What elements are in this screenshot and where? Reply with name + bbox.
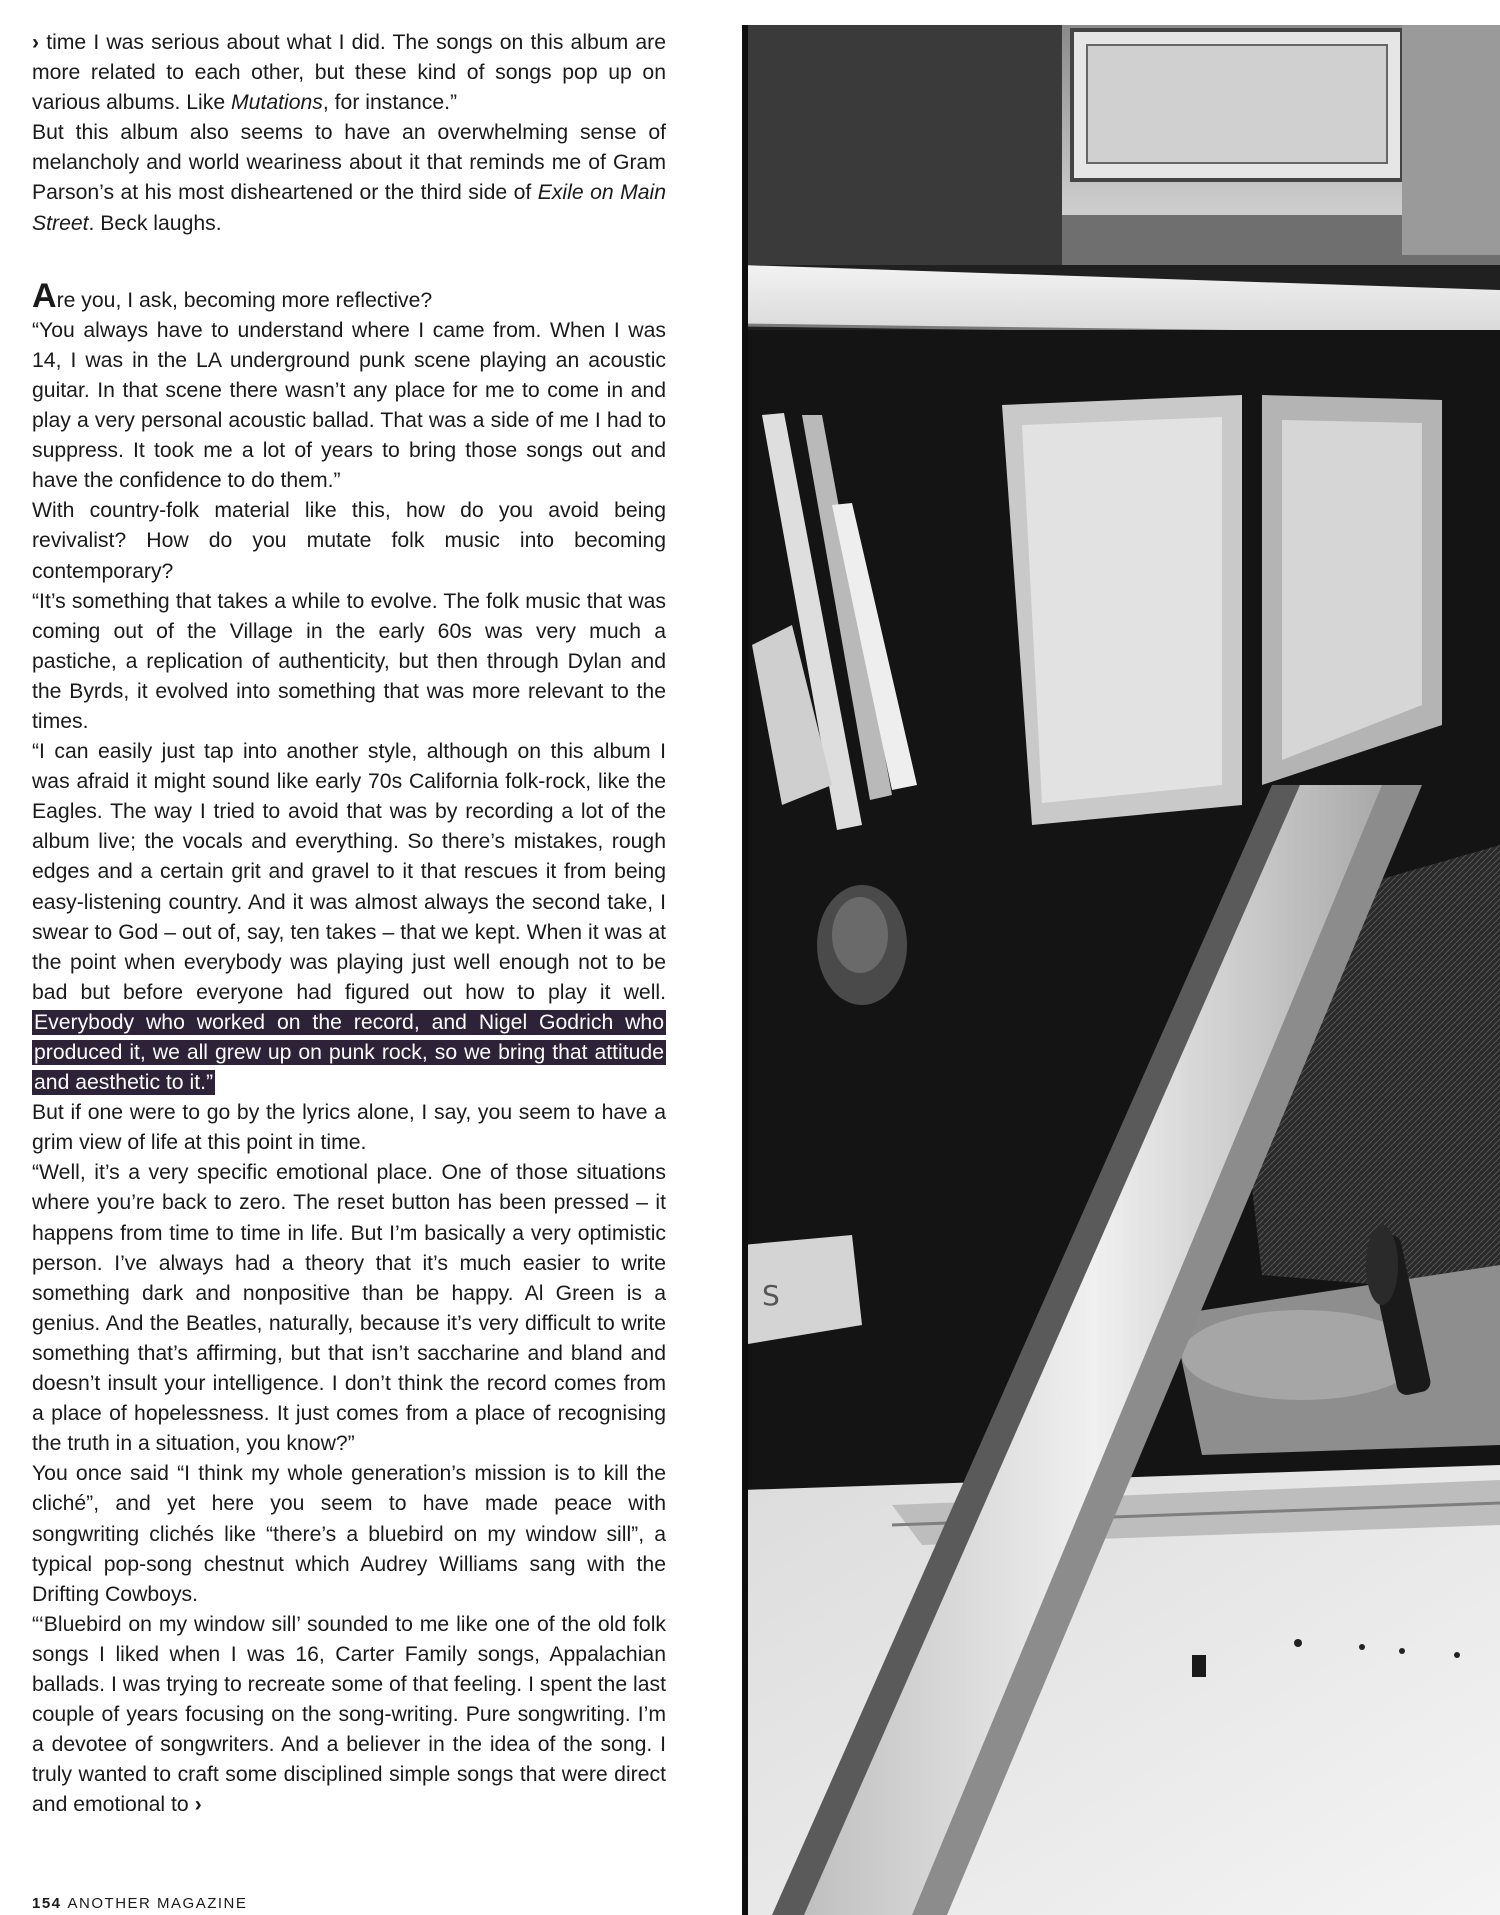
- paragraph-text: “You always have to understand where I came from. When I was 14, I was in the LA underground punk scene playing an acoustic guitar. In that scene there wasn’t any place for me to come in and play a very personal acoustic ballad. That was a side of me I had to suppress. It took me a lot of years to bring those songs out and have the confidence to do them.”: [32, 318, 666, 493]
- paragraph-text: You once said “I think my whole generation’s mission is to kill the cliché”, and yet here you seem to have made peace with songwriting clichés like “there’s a bluebird on my window sill”, a typical pop-song chestnut which Audrey Williams sang with the Drifting Cowboys.: [32, 1462, 666, 1606]
- paragraph-text: But this album also seems to have an overwhelming sense of melancholy and world weariness about it that reminds me of Gram Parson’s at his most disheartened or the third side of: [32, 121, 666, 205]
- article-paragraph: [32, 118, 666, 238]
- article-paragraph: [32, 1158, 666, 1459]
- article-paragraph: [32, 1459, 666, 1609]
- article-paragraph: [32, 28, 666, 118]
- car-window-photo: [742, 25, 1500, 1915]
- paragraph-text: “Well, it’s a very specific emotional place. One of those situations where you’re back to zero. The reset button has been pressed – it happens from time to time in life. But I’m basically a very optimistic person. I’ve always had a theory that it’s much easier to write something dark and nonpositive than be happy. Al Green is a genius. And the Beatles, naturally, because it’s very difficult to write something that’s affirming, but that isn’t saccharine and bland and doesn’t insult your intelligence. I don’t think the record comes from a place of hopelessness. It just comes from a place of recognising the truth in a situation, you know?”: [32, 1161, 666, 1456]
- paragraph-text: With country-folk material like this, how do you avoid being revivalist? How do you mutate folk music into becoming contemporary?: [32, 499, 666, 583]
- section-initial: A: [32, 276, 57, 315]
- paragraph-text: “It’s something that takes a while to evolve. The folk music that was coming out of the Village in the early 60s was very much a pastiche, a replication of authenticity, but then through Dylan and the Byrds, it evolved into something that was more relevant to the times.: [32, 589, 666, 733]
- article-text-column: [32, 28, 666, 1820]
- highlighted-quote: Everybody who worked on the record, and Nigel Godrich who produced it, we all grew up on punk rock, so we bring that attitude and aesthetic to it.”: [34, 1010, 664, 1095]
- paragraph-text: , for instance.”: [322, 91, 458, 115]
- continued-from-mark: ›: [32, 31, 47, 54]
- article-paragraph: [32, 276, 666, 316]
- continues-mark: ›: [194, 1793, 202, 1817]
- article-paragraph: [32, 587, 666, 737]
- paragraph-text: “I can easily just tap into another style, although on this album I was afraid it might sound like early 70s California folk-rock, like the Eagles. The way I tried to avoid that was by recording a lot of the album live; the vocals and everything. So there’s mistakes, rough edges and a certain grit and gravel to it that rescues it from being easy-listening country. And it was almost always the second take, I swear to God – out of, say, ten takes – that we kept. When it was at the point when everybody was playing just well enough not to be bad but before everyone had figured out how to play it well.: [32, 740, 666, 1004]
- page-number: 154: [32, 1895, 62, 1912]
- article-paragraph: [32, 496, 666, 586]
- section-break: [32, 239, 666, 284]
- article-paragraph: [32, 1610, 666, 1821]
- paragraph-text: But if one were to go by the lyrics alone, I say, you seem to have a grim view of life at this point in time.: [32, 1101, 666, 1155]
- publication-name: ANOTHER MAGAZINE: [67, 1895, 248, 1912]
- svg-text:S: S: [762, 1279, 780, 1312]
- article-paragraph: [32, 737, 666, 1098]
- article-paragraph: [32, 1098, 666, 1158]
- paragraph-text: . Beck laughs.: [88, 211, 222, 235]
- paragraph-text: re you, I ask, becoming more reflective?: [56, 288, 433, 312]
- paragraph-text: “‘Bluebird on my window sill’ sounded to me like one of the old folk songs I liked when I was 16, Carter Family songs, Appalachian ballads. I was trying to recreate some of that feeling. I spent the last couple of years focusing on the song-writing. Pure songwriting. I’m a devotee of songwriters. And a believer in the idea of the song. I truly wanted to craft some disciplined simple songs that were direct and emotional to: [32, 1612, 666, 1817]
- page-folio: [32, 1895, 247, 1913]
- paragraph-text: time I was serious about what I did. The songs on this album are more related to each other, but these kind of songs pop up on various albums. Like: [32, 31, 666, 115]
- article-paragraph: [32, 316, 666, 497]
- italic-title: Exile on Main Street: [32, 181, 667, 235]
- italic-title: Mutations: [231, 91, 323, 115]
- article-photo: [742, 25, 1500, 1915]
